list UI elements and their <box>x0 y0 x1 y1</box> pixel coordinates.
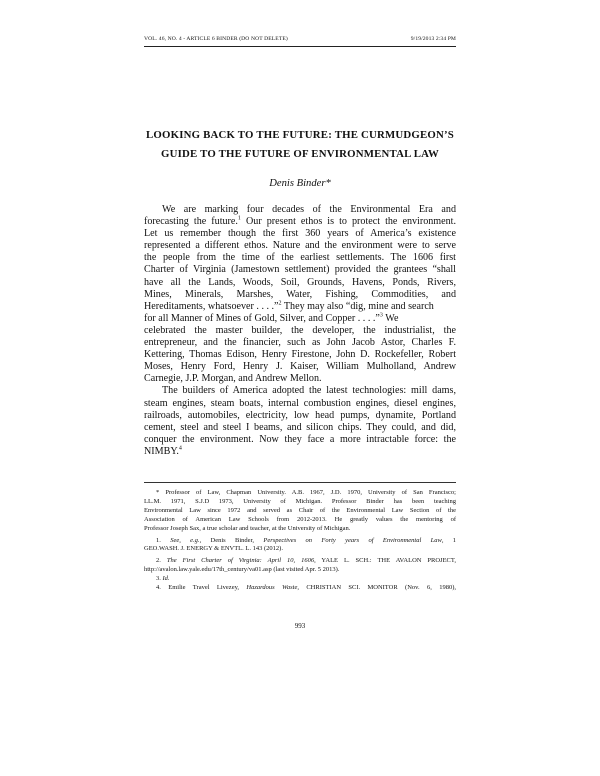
body-line: entrepreneur, and the financier, such as John Jacob Astor, Charles F. <box>144 337 456 349</box>
page-number: 993 <box>294 622 306 630</box>
body-line: for all Manner of Mines of Gold, Silver, and Copper . . . .”$^3$ We <box>144 312 399 324</box>
footnote-3: 3. Id. <box>156 575 170 583</box>
footnote-line: Association of American Law Schools from 2012-2013. He greatly values the mentoring of <box>144 515 456 523</box>
footnote-line: Environmental Law since 1972 and served as Chair of the Environmental Law Section of the <box>144 506 456 514</box>
body-line: The builders of America adopted the latest technologies: mill dams, <box>162 385 456 397</box>
footnote-4: 4. Emilie Travel Livezey, Hazardous Waste, CHRISTIAN SCI. MONITOR (Nov. 6, 1980), <box>156 584 456 592</box>
article-title <box>110 126 490 164</box>
footnote-line: * Professor of Law, Chapman University. A.B. 1967, J.D. 1970, University of San Francisco; <box>156 489 456 496</box>
body-line: Moses, Henry Ford, Henry J. Kaiser, William Mulholland, Andrew <box>144 361 456 373</box>
title-line-2: GUIDE TO THE FUTURE OF ENVIRONMENTAL LAW <box>161 148 439 160</box>
footnote-rule <box>144 482 456 483</box>
footnote-2: 2. The First Charter of Virginia: April 10, 1606, YALE L. SCH.: THE AVALON PROJECT, <box>156 557 457 565</box>
body-line: cement, steel and steel I beams, and silicon chips. They could, and did, <box>144 421 456 433</box>
body-line: steam engines, steam boats, internal combustion engines, diesel engines, <box>144 397 456 409</box>
footnote-ref: 2 <box>278 300 282 307</box>
body-line: have all the Lands, Woods, Soil, Grounds, Havens, Ponds, Rivers, <box>144 276 456 288</box>
footnote-line: http://avalon.law.yale.edu/17th_century/va01.asp (last visited Apr. 5 2013). <box>144 566 340 574</box>
body-line: the people from the time of the earliest settlements. The 1606 first <box>144 252 456 264</box>
footnote-ref: 3 <box>379 312 383 319</box>
article-body <box>144 204 456 458</box>
running-header <box>144 36 456 42</box>
body-line: Hereditaments, whatsoever . . . .”$^2$ They may also “dig, mine and search <box>144 300 434 312</box>
body-line: Let us remember though the first 360 years of America’s existence <box>144 228 456 240</box>
body-line: forecasting the future.$^1$ Our present ethos is to protect the environment. <box>144 215 457 228</box>
header-right: 9/19/2013 2:34 PM <box>410 36 456 42</box>
footnote-ref: 4 <box>178 445 182 452</box>
body-line: Carnegie, J.P. Morgan, and Andrew Mellon. <box>144 373 322 385</box>
footnotes <box>144 489 456 593</box>
body-line: NIMBY.$^4$ <box>144 445 182 457</box>
body-line: Mines, Minerals, Marshes, Water, Fishing, Commodities, and <box>144 288 456 300</box>
body-line: represented a different ethos. Nature and the environment were to serve <box>144 240 456 252</box>
header-rule <box>144 46 456 47</box>
body-line: celebrated the master builder, the developer, the industrialist, the <box>144 324 456 336</box>
body-line: conquer the environment. Now they face a more intractable force: the <box>144 433 456 445</box>
body-line: Charter of Virginia (Jamestown settlement) provided the grantees “shall <box>144 264 456 276</box>
footnote-1: 1. See, e.g., Denis Binder, Perspectives on Forty years of Environmental Law, 1 <box>156 536 457 544</box>
footnote-line: GEO.WASH. J. ENERGY & ENVTL. L. 143 (2012). <box>144 545 283 553</box>
body-line: railroads, automobiles, electricity, low head pumps, dynamite, Portland <box>144 409 456 421</box>
footnote-line: Professor Joseph Sax, a true scholar and teacher, at the University of Michigan. <box>144 524 351 532</box>
body-line: We are marking four decades of the Environmental Era and <box>162 204 456 215</box>
header-left: VOL. 46, NO. 4 - ARTICLE 6 BINDER (DO NOT DELETE) <box>144 36 288 42</box>
author-name: Denis Binder* <box>269 178 331 189</box>
title-line-1: LOOKING BACK TO THE FUTURE: THE CURMUDGEON’S <box>146 129 454 141</box>
body-line: Kettering, Thomas Edison, Henry Firestone, John D. Rockefeller, Robert <box>144 349 456 361</box>
footnote-ref: 1 <box>237 215 241 222</box>
footnote-line: LL.M. 1971, S.J.D 1973, University of Michigan. Professor Binder has been teaching <box>144 497 456 505</box>
